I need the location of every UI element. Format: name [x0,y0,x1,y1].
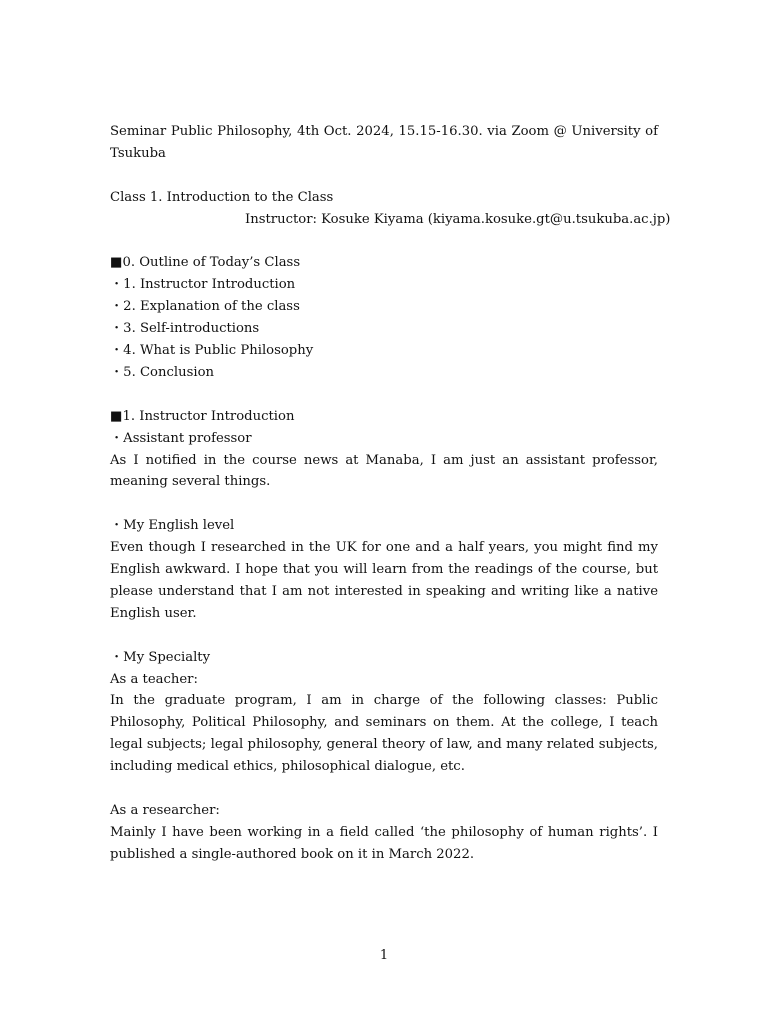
spacer [110,625,658,647]
outline-item-3: ・3. Self-introductions [110,321,260,337]
spacer [110,165,658,187]
document-title: Seminar Public Philosophy, 4th Oct. 2024, 15.15-16.30. via Zoom @ University of Tsukuba [110,124,658,161]
page-number: 1 [379,948,389,963]
spacer [110,231,658,253]
researcher-label: As a researcher: [110,803,220,818]
document-body [110,121,671,866]
assistant-professor-label: ・Assistant professor [110,430,252,446]
spacer [110,493,658,515]
spacer [110,778,658,800]
outline-item-4: ・4. What is Public Philosophy [110,343,314,359]
outline-item-5: ・5. Conclusion [110,364,214,380]
class-title: Class 1. Introduction to the Class [110,189,334,205]
assistant-professor-text: As I notified in the course news at Manaba, I am just an assistant professor, meaning several things. [110,452,658,490]
researcher-text: Mainly I have been working in a field called ‘the philosophy of human rights’. I published a single-authored book on it in March 2022. [110,824,658,862]
spacer [110,384,658,406]
outline-item-1: ・1. Instructor Introduction [110,277,296,293]
english-level-label: ・My English level [110,518,235,534]
english-level-text: Even though I researched in the UK for one and a half years, you might find my English awkward. I hope that you will learn from the readings of the course, but please understand that I am not interested in speaking and writing like a native English user. [110,540,658,621]
section1-heading: ■1. Instructor Introduction [110,408,295,424]
teacher-text: In the graduate program, I am in charge of the following classes: Public Philosophy, Political Philosophy, and seminars on them. At the college, I teach legal subjects; legal philosophy, general theory of law, and many related subjects, including medical ethics, philosophical dialogue, etc. [110,693,658,775]
outline-item-2: ・2. Explanation of the class [110,299,300,315]
outline-heading: ■0. Outline of Today’s Class [110,255,301,271]
teacher-label: As a teacher: [110,671,198,687]
instructor-line: Instructor: Kosuke Kiyama (kiyama.kosuke.gt@u.tsukuba.ac.jp) [245,211,671,227]
specialty-label: ・My Specialty [110,649,211,665]
